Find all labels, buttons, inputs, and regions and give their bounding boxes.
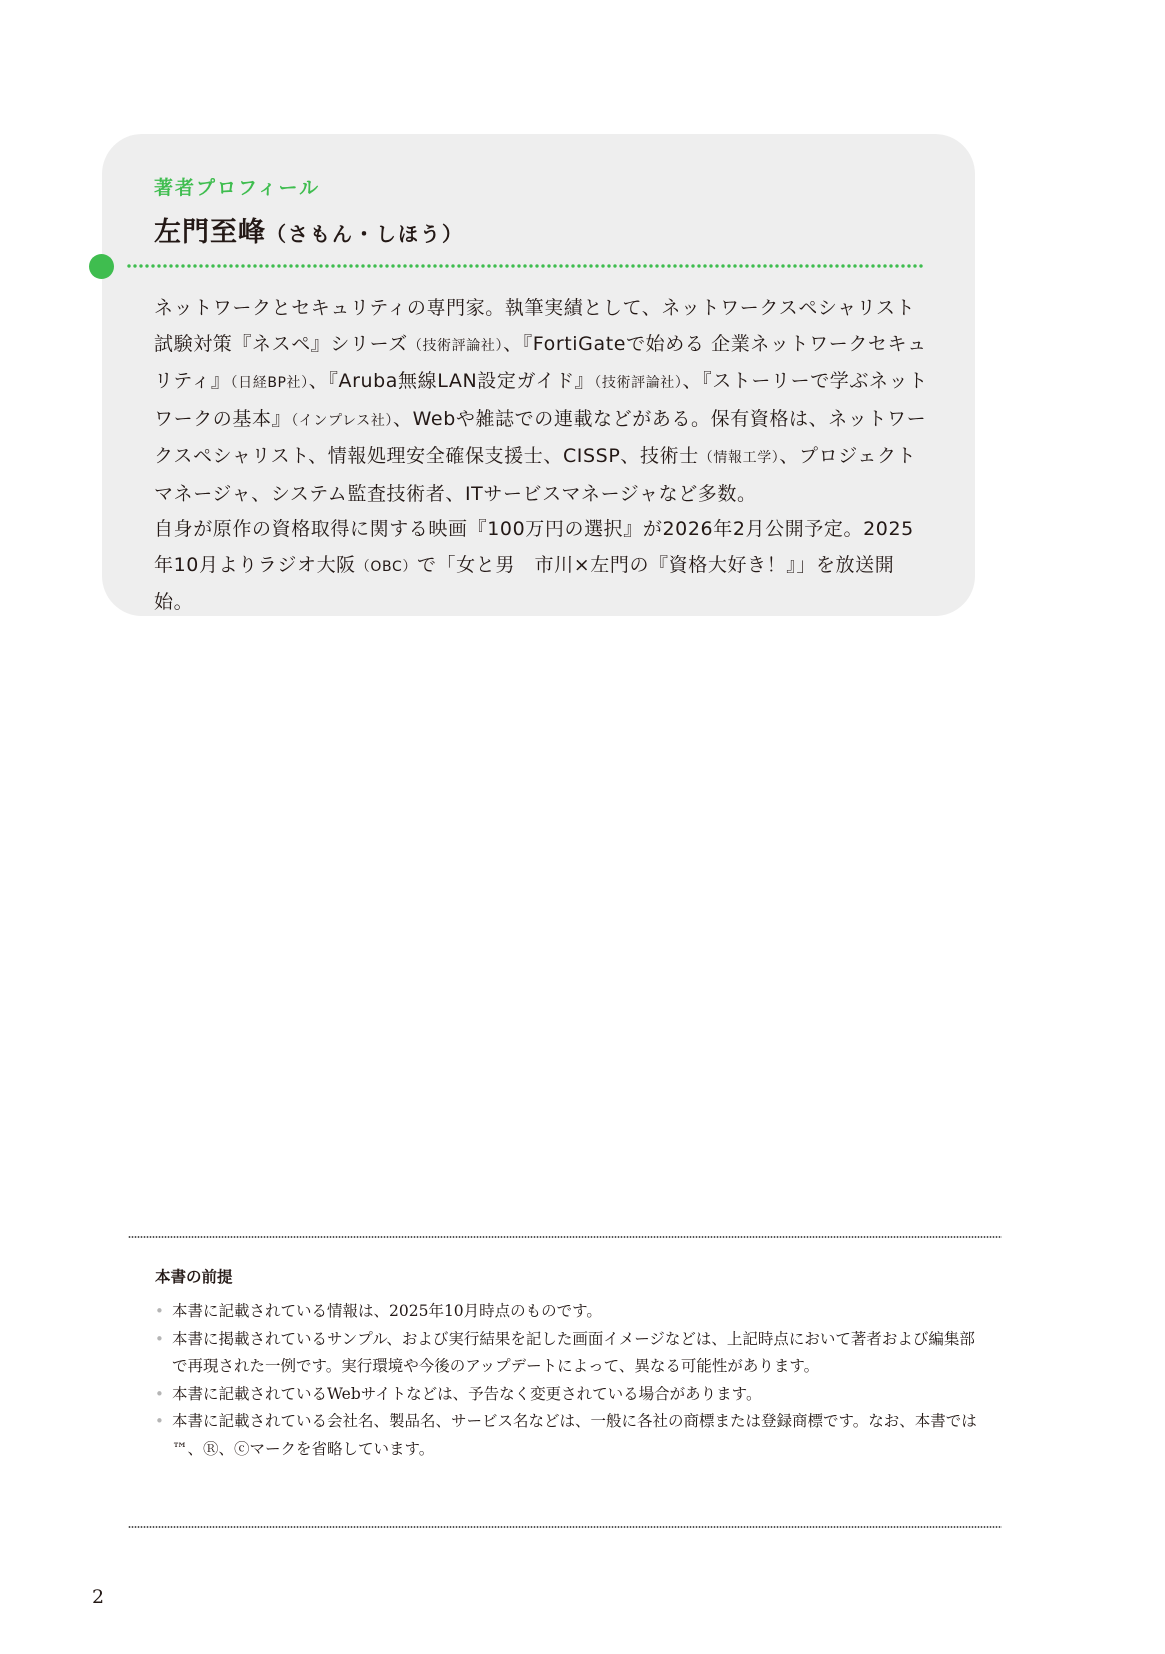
bio-paragraph [154,291,929,512]
author-bio [154,291,929,621]
bio-publisher-note: （情報工学） [698,450,780,466]
profile-heading: 著者プロフィール [154,177,321,199]
author-name-line [154,210,464,249]
bullet-icon: • [155,1412,164,1430]
notes-list [155,1298,985,1463]
author-name-reading: （さもん・しほう） [266,222,464,246]
note-text: 本書に記載されているWebサイトなどは、予告なく変更されている場合があります。 [172,1384,762,1403]
bio-text: 、Webや雑誌での連載などがある。保有資格は、ネットワークスペシャリスト、情報処理安全確保支援士、CISSP、技術士 [154,407,927,467]
note-text: 本書に記載されている会社名、製品名、サービス名などは、一般に各社の商標または登録商標です。なお、本書では™、Ⓡ、ⓒマークを省略しています。 [172,1412,977,1458]
note-text: 本書に掲載されているサンプル、および実行結果を記した画面イメージなどは、上記時点において著者および編集部で再現された一例です。実行環境や今後のアップデートによって、異なる可能性があります。 [172,1329,975,1375]
bio-text: 自身が原作の資格取得に関する映画『100万円の選択』が2026年2月公開予定。2025年10月よりラジオ大阪 [154,518,914,576]
note-item [155,1326,985,1381]
bio-text: で「女と男 市川×左門の『資格大好き！』」を放送開始。 [154,553,895,613]
note-text: 本書に記載されている情報は、2025年10月時点のものです。 [172,1302,602,1320]
bio-publisher-note: （OBC） [355,558,417,575]
bio-text: 、プロジェクトマネージャ、システム監査技術者、ITサービスマネージャなど多数。 [154,445,917,505]
notes-bottom-divider [128,1526,1002,1528]
bio-text: 、『Aruba無線LAN設定ガイド』 [308,370,595,392]
page-number: 2 [92,1586,105,1608]
bio-paragraph [154,512,929,621]
notes-title: 本書の前提 [155,1268,233,1286]
note-item [155,1408,985,1463]
bio-text: 、『ストーリーで学ぶネットワークの基本』 [154,370,928,430]
bio-publisher-note: （日経BP社） [230,375,309,391]
green-bullet-dot [89,254,114,279]
green-dotted-divider [126,264,924,268]
note-item [155,1298,985,1326]
bullet-icon: • [155,1302,164,1320]
notes-top-divider [128,1236,1002,1238]
bio-publisher-note: （インプレス社） [291,412,394,429]
note-item [155,1381,985,1409]
bio-publisher-note: （技術評論社） [407,337,504,354]
bio-text: ネットワークとセキュリティの専門家。執筆実績として、ネットワークスペシャリスト試験対策『ネスペ』シリーズ [154,297,916,355]
bio-text: 、『FortiGateで始める 企業ネットワークセキュリティ』 [154,332,927,392]
bullet-icon: • [155,1384,164,1403]
bio-publisher-note: （技術評論社） [594,375,683,391]
bullet-icon: • [155,1329,164,1348]
author-profile-card [102,134,975,616]
author-name: 左門至峰 [154,217,266,248]
